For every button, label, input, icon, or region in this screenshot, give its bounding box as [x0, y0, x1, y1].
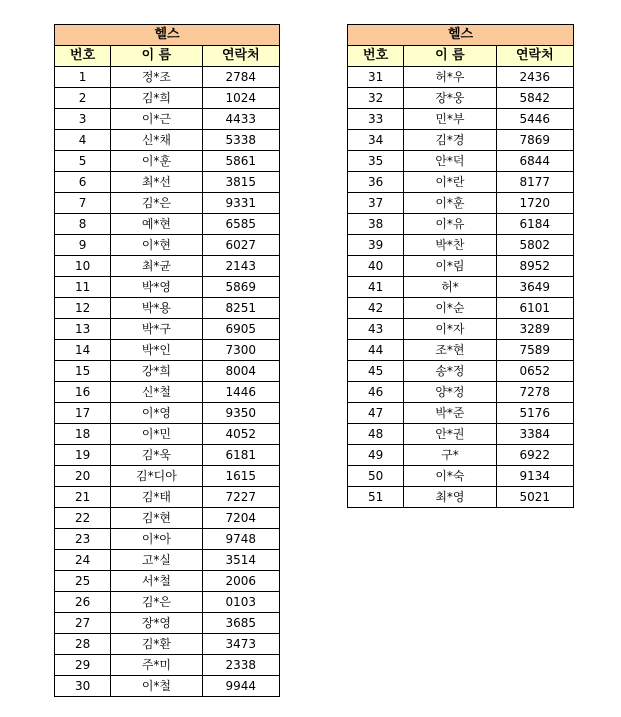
member-contact: 2436	[496, 67, 573, 88]
table-row	[55, 466, 280, 487]
member-number: 43	[348, 319, 404, 340]
member-name: 안*덕	[404, 151, 496, 172]
member-contact: 5176	[496, 403, 573, 424]
member-number: 7	[55, 193, 111, 214]
member-name: 이*근	[111, 109, 202, 130]
table-row	[55, 277, 280, 298]
member-contact: 3685	[202, 613, 279, 634]
member-number: 35	[348, 151, 404, 172]
table-row	[55, 529, 280, 550]
table-row	[55, 508, 280, 529]
member-name: 박*준	[404, 403, 496, 424]
member-name: 주*미	[111, 655, 202, 676]
table-row	[55, 340, 280, 361]
table-row	[348, 109, 574, 130]
table-row	[55, 214, 280, 235]
table-row	[348, 277, 574, 298]
table-row	[55, 655, 280, 676]
member-name: 민*부	[404, 109, 496, 130]
table-row	[55, 298, 280, 319]
member-name: 허*	[404, 277, 496, 298]
member-name: 이*현	[111, 235, 202, 256]
member-number: 44	[348, 340, 404, 361]
member-contact: 5338	[202, 130, 279, 151]
table-title: 헬스	[348, 25, 574, 46]
column-header-num: 번호	[348, 46, 404, 67]
table-row	[55, 235, 280, 256]
member-contact: 7204	[202, 508, 279, 529]
member-name: 강*희	[111, 361, 202, 382]
member-contact: 7227	[202, 487, 279, 508]
table-row	[55, 88, 280, 109]
member-name: 장*웅	[404, 88, 496, 109]
member-contact: 1024	[202, 88, 279, 109]
member-number: 32	[348, 88, 404, 109]
member-number: 16	[55, 382, 111, 403]
table-row	[348, 214, 574, 235]
member-name: 김*디아	[111, 466, 202, 487]
member-number: 47	[348, 403, 404, 424]
member-name: 이*영	[111, 403, 202, 424]
member-number: 2	[55, 88, 111, 109]
member-name: 최*균	[111, 256, 202, 277]
member-name: 구*	[404, 445, 496, 466]
table-row	[348, 88, 574, 109]
member-name: 양*정	[404, 382, 496, 403]
table-row	[55, 571, 280, 592]
member-number: 30	[55, 676, 111, 697]
column-header-contact: 연락처	[496, 46, 573, 67]
table-row	[55, 130, 280, 151]
member-name: 박*인	[111, 340, 202, 361]
column-header-num: 번호	[55, 46, 111, 67]
member-contact: 6027	[202, 235, 279, 256]
table-row	[55, 151, 280, 172]
member-contact: 7589	[496, 340, 573, 361]
member-number: 6	[55, 172, 111, 193]
member-name: 이*림	[404, 256, 496, 277]
member-name: 김*환	[111, 634, 202, 655]
table-row	[348, 151, 574, 172]
member-name: 김*은	[111, 193, 202, 214]
member-contact: 5802	[496, 235, 573, 256]
member-contact: 7300	[202, 340, 279, 361]
member-number: 15	[55, 361, 111, 382]
table-row	[348, 403, 574, 424]
table-title: 헬스	[55, 25, 280, 46]
member-contact: 7278	[496, 382, 573, 403]
member-name: 이*숙	[404, 466, 496, 487]
member-number: 37	[348, 193, 404, 214]
header-row	[55, 46, 280, 67]
member-number: 11	[55, 277, 111, 298]
member-number: 18	[55, 424, 111, 445]
member-name: 김*태	[111, 487, 202, 508]
member-contact: 3815	[202, 172, 279, 193]
table-row	[55, 592, 280, 613]
member-contact: 5861	[202, 151, 279, 172]
table-row	[55, 676, 280, 697]
member-name: 이*철	[111, 676, 202, 697]
member-contact: 8251	[202, 298, 279, 319]
member-number: 20	[55, 466, 111, 487]
title-row	[348, 25, 574, 46]
table-row	[348, 445, 574, 466]
header-row	[348, 46, 574, 67]
member-contact: 3514	[202, 550, 279, 571]
member-number: 12	[55, 298, 111, 319]
member-number: 40	[348, 256, 404, 277]
table-row	[348, 130, 574, 151]
table-row	[55, 613, 280, 634]
member-contact: 9134	[496, 466, 573, 487]
member-contact: 3473	[202, 634, 279, 655]
member-contact: 9944	[202, 676, 279, 697]
member-contact: 5446	[496, 109, 573, 130]
member-contact: 1615	[202, 466, 279, 487]
left-member-table	[54, 24, 280, 697]
member-number: 31	[348, 67, 404, 88]
member-name: 이*아	[111, 529, 202, 550]
table-row	[348, 193, 574, 214]
member-number: 49	[348, 445, 404, 466]
member-name: 이*훈	[404, 193, 496, 214]
member-name: 박*찬	[404, 235, 496, 256]
member-number: 27	[55, 613, 111, 634]
member-number: 8	[55, 214, 111, 235]
member-contact: 6184	[496, 214, 573, 235]
title-row	[55, 25, 280, 46]
table-row	[348, 235, 574, 256]
member-name: 서*철	[111, 571, 202, 592]
member-name: 장*영	[111, 613, 202, 634]
member-name: 이*란	[404, 172, 496, 193]
table-row	[348, 424, 574, 445]
member-contact: 6585	[202, 214, 279, 235]
member-name: 정*조	[111, 67, 202, 88]
table-row	[55, 634, 280, 655]
member-name: 박*영	[111, 277, 202, 298]
member-contact: 9748	[202, 529, 279, 550]
member-name: 예*현	[111, 214, 202, 235]
member-contact: 0103	[202, 592, 279, 613]
member-name: 최*선	[111, 172, 202, 193]
member-contact: 2338	[202, 655, 279, 676]
member-number: 41	[348, 277, 404, 298]
member-contact: 3384	[496, 424, 573, 445]
member-contact: 2006	[202, 571, 279, 592]
member-name: 송*정	[404, 361, 496, 382]
member-contact: 1446	[202, 382, 279, 403]
member-name: 김*경	[404, 130, 496, 151]
table-row	[348, 256, 574, 277]
right-member-table	[347, 24, 574, 508]
member-contact: 5021	[496, 487, 573, 508]
member-contact: 2784	[202, 67, 279, 88]
table-row	[55, 67, 280, 88]
member-contact: 3649	[496, 277, 573, 298]
member-name: 김*욱	[111, 445, 202, 466]
member-name: 조*현	[404, 340, 496, 361]
member-name: 이*유	[404, 214, 496, 235]
member-number: 4	[55, 130, 111, 151]
member-contact: 8177	[496, 172, 573, 193]
member-contact: 8004	[202, 361, 279, 382]
member-contact: 6922	[496, 445, 573, 466]
member-contact: 1720	[496, 193, 573, 214]
table-row	[55, 550, 280, 571]
table-row	[55, 403, 280, 424]
member-number: 48	[348, 424, 404, 445]
member-number: 24	[55, 550, 111, 571]
table-row	[348, 466, 574, 487]
member-contact: 8952	[496, 256, 573, 277]
member-contact: 7869	[496, 130, 573, 151]
member-number: 26	[55, 592, 111, 613]
member-number: 42	[348, 298, 404, 319]
member-number: 29	[55, 655, 111, 676]
member-name: 고*실	[111, 550, 202, 571]
member-number: 36	[348, 172, 404, 193]
member-number: 38	[348, 214, 404, 235]
member-number: 19	[55, 445, 111, 466]
member-number: 46	[348, 382, 404, 403]
member-name: 박*용	[111, 298, 202, 319]
member-contact: 9331	[202, 193, 279, 214]
member-number: 28	[55, 634, 111, 655]
member-contact: 0652	[496, 361, 573, 382]
table-row	[55, 424, 280, 445]
table-row	[348, 340, 574, 361]
member-number: 34	[348, 130, 404, 151]
member-number: 33	[348, 109, 404, 130]
table-row	[348, 382, 574, 403]
table-row	[55, 109, 280, 130]
member-contact: 6181	[202, 445, 279, 466]
member-number: 21	[55, 487, 111, 508]
table-row	[348, 172, 574, 193]
member-name: 신*철	[111, 382, 202, 403]
table-row	[55, 487, 280, 508]
member-name: 이*순	[404, 298, 496, 319]
member-contact: 4433	[202, 109, 279, 130]
member-name: 신*채	[111, 130, 202, 151]
member-name: 김*은	[111, 592, 202, 613]
member-number: 39	[348, 235, 404, 256]
member-contact: 9350	[202, 403, 279, 424]
member-name: 이*자	[404, 319, 496, 340]
member-number: 50	[348, 466, 404, 487]
member-contact: 2143	[202, 256, 279, 277]
member-number: 17	[55, 403, 111, 424]
member-name: 김*현	[111, 508, 202, 529]
member-name: 안*권	[404, 424, 496, 445]
table-row	[55, 319, 280, 340]
member-number: 9	[55, 235, 111, 256]
member-contact: 6101	[496, 298, 573, 319]
member-number: 1	[55, 67, 111, 88]
table-row	[348, 361, 574, 382]
table-row	[348, 298, 574, 319]
member-number: 5	[55, 151, 111, 172]
member-number: 13	[55, 319, 111, 340]
table-row	[55, 382, 280, 403]
member-number: 51	[348, 487, 404, 508]
member-name: 박*구	[111, 319, 202, 340]
table-row	[55, 256, 280, 277]
table-row	[55, 361, 280, 382]
member-number: 14	[55, 340, 111, 361]
table-row	[55, 445, 280, 466]
table-row	[55, 193, 280, 214]
member-contact: 4052	[202, 424, 279, 445]
member-name: 이*민	[111, 424, 202, 445]
column-header-contact: 연락처	[202, 46, 279, 67]
member-name: 이*훈	[111, 151, 202, 172]
table-row	[348, 319, 574, 340]
member-name: 허*우	[404, 67, 496, 88]
table-row	[55, 172, 280, 193]
member-contact: 5869	[202, 277, 279, 298]
member-name: 김*희	[111, 88, 202, 109]
member-number: 22	[55, 508, 111, 529]
column-header-name: 이 름	[404, 46, 496, 67]
member-contact: 5842	[496, 88, 573, 109]
member-contact: 6844	[496, 151, 573, 172]
column-header-name: 이 름	[111, 46, 202, 67]
member-number: 10	[55, 256, 111, 277]
member-name: 최*영	[404, 487, 496, 508]
member-number: 23	[55, 529, 111, 550]
member-number: 45	[348, 361, 404, 382]
table-row	[348, 67, 574, 88]
table-row	[348, 487, 574, 508]
member-contact: 6905	[202, 319, 279, 340]
member-number: 25	[55, 571, 111, 592]
member-contact: 3289	[496, 319, 573, 340]
member-number: 3	[55, 109, 111, 130]
